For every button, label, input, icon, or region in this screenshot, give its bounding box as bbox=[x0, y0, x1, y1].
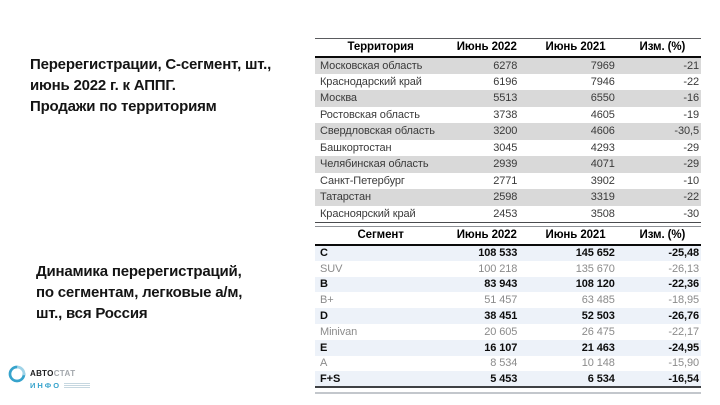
value-cell: 6 534 bbox=[527, 371, 624, 387]
table-row bbox=[315, 90, 701, 107]
value-cell: 6196 bbox=[493, 75, 518, 88]
value-cell: 38 451 bbox=[484, 310, 518, 323]
value-cell: 4293 bbox=[590, 141, 615, 154]
value-cell: 83 943 bbox=[484, 278, 518, 291]
table-row bbox=[315, 245, 701, 261]
value-cell: 16 107 bbox=[484, 341, 518, 354]
row-label: Челябинская область bbox=[320, 158, 429, 171]
table-row bbox=[315, 140, 701, 157]
value-cell: 4605 bbox=[590, 108, 615, 121]
table-row bbox=[315, 206, 701, 223]
value-cell: -26,76 bbox=[668, 310, 699, 323]
table-row bbox=[315, 57, 701, 74]
value-cell: 26 475 bbox=[581, 325, 615, 338]
row-label: Свердловская область bbox=[320, 125, 435, 138]
title-line: Динамика перерегистраций, bbox=[36, 263, 242, 280]
column-header: Июнь 2022 bbox=[446, 227, 527, 246]
value-cell: 108 533 bbox=[478, 247, 518, 260]
column-header: Июнь 2021 bbox=[527, 227, 624, 246]
row-label: SUV bbox=[320, 262, 343, 275]
header-row bbox=[315, 39, 701, 58]
value-cell: 51 457 bbox=[484, 294, 518, 307]
value-cell: 2939 bbox=[493, 158, 518, 171]
row-label: B+ bbox=[320, 294, 334, 307]
value-cell: -30 bbox=[624, 206, 701, 223]
row-label: Краснодарский край bbox=[320, 75, 422, 88]
value-cell: -21 bbox=[683, 59, 699, 72]
value-cell: -18,95 bbox=[668, 294, 699, 307]
column-header: Изм. (%) bbox=[624, 227, 701, 246]
value-cell: 3902 bbox=[590, 174, 615, 187]
table-row bbox=[315, 107, 701, 124]
title-line: шт., вся Россия bbox=[36, 305, 148, 322]
column-header: Изм. (%) bbox=[624, 39, 701, 58]
row-label: Minivan bbox=[320, 325, 358, 338]
row-label: Санкт-Петербург bbox=[320, 174, 405, 187]
value-cell: 135 670 bbox=[575, 262, 615, 275]
value-cell: 3045 bbox=[493, 141, 518, 154]
value-cell: -22,36 bbox=[668, 278, 699, 291]
column-header: Сегмент bbox=[315, 227, 446, 246]
table-row bbox=[315, 74, 701, 91]
value-cell: 4071 bbox=[590, 158, 615, 171]
value-cell: 6278 bbox=[493, 59, 518, 72]
column-header: Июнь 2021 bbox=[527, 39, 624, 58]
value-cell: 2598 bbox=[493, 191, 518, 204]
row-label: C bbox=[320, 247, 328, 260]
table-row bbox=[315, 308, 701, 324]
value-cell: 145 652 bbox=[575, 247, 615, 260]
segment-table-container bbox=[315, 226, 701, 394]
column-header: Территория bbox=[315, 39, 446, 58]
title-line: Продажи по территориям bbox=[30, 98, 217, 115]
table-row bbox=[315, 371, 701, 387]
value-cell: 5513 bbox=[493, 92, 518, 105]
table-row bbox=[315, 277, 701, 293]
table-row bbox=[315, 123, 701, 140]
value-cell: 63 485 bbox=[581, 294, 615, 307]
avtostat-info-logo bbox=[8, 363, 90, 390]
value-cell: -10 bbox=[683, 174, 699, 187]
value-cell: -25,48 bbox=[668, 247, 699, 260]
value-cell: 3319 bbox=[590, 191, 615, 204]
value-cell: -16,54 bbox=[624, 371, 701, 387]
value-cell: 100 218 bbox=[478, 262, 518, 275]
value-cell: -30,5 bbox=[674, 125, 699, 138]
value-cell: -19 bbox=[683, 108, 699, 121]
value-cell: -22,17 bbox=[668, 325, 699, 338]
table-row bbox=[315, 340, 701, 356]
value-cell: -16 bbox=[683, 92, 699, 105]
value-cell: -22 bbox=[683, 191, 699, 204]
title-line: июнь 2022 г. к АППГ. bbox=[30, 77, 176, 94]
value-cell: -15,90 bbox=[668, 357, 699, 370]
value-cell: 2771 bbox=[493, 174, 518, 187]
value-cell: 52 503 bbox=[581, 310, 615, 323]
table-row bbox=[315, 356, 701, 372]
logo-text bbox=[30, 363, 90, 390]
segment-section-title bbox=[36, 261, 242, 324]
row-label: E bbox=[320, 341, 328, 354]
value-cell: 10 148 bbox=[581, 357, 615, 370]
title-line: Перерегистрации, С-сегмент, шт., bbox=[30, 56, 272, 73]
row-label: F+S bbox=[315, 371, 446, 387]
table-row bbox=[315, 324, 701, 340]
row-label: Ростовская область bbox=[320, 108, 420, 121]
value-cell: 4606 bbox=[590, 125, 615, 138]
value-cell: 3200 bbox=[493, 125, 518, 138]
row-label: Красноярский край bbox=[315, 206, 446, 223]
value-cell: -29 bbox=[683, 141, 699, 154]
segment-table bbox=[315, 226, 701, 388]
value-cell: 7946 bbox=[590, 75, 615, 88]
table-row bbox=[315, 156, 701, 173]
logo-brand-name: АВТОСТАТ bbox=[30, 369, 76, 378]
table-row bbox=[315, 261, 701, 277]
row-label: Москва bbox=[320, 92, 357, 105]
value-cell: -24,95 bbox=[668, 341, 699, 354]
value-cell: 20 605 bbox=[484, 325, 518, 338]
value-cell: 3508 bbox=[527, 206, 624, 223]
column-header: Июнь 2022 bbox=[446, 39, 527, 58]
value-cell: 2453 bbox=[446, 206, 527, 223]
value-cell: 21 463 bbox=[581, 341, 615, 354]
row-label: D bbox=[320, 310, 328, 323]
header-row bbox=[315, 227, 701, 246]
value-cell: -26,13 bbox=[668, 262, 699, 275]
avtostat-swirl-icon bbox=[8, 365, 26, 388]
row-label: A bbox=[320, 357, 328, 370]
row-label: B bbox=[320, 278, 328, 291]
table-row bbox=[315, 189, 701, 206]
value-cell: 6550 bbox=[590, 92, 615, 105]
value-cell: -22 bbox=[683, 75, 699, 88]
value-cell: 7969 bbox=[590, 59, 615, 72]
territory-table bbox=[315, 38, 701, 223]
logo-brand-sub: ИНФО bbox=[30, 381, 62, 390]
value-cell: 108 120 bbox=[575, 278, 615, 291]
row-label: Московская область bbox=[320, 59, 423, 72]
territory-table-container bbox=[315, 38, 701, 223]
logo-tagline-lines bbox=[64, 383, 90, 388]
value-cell: 3738 bbox=[493, 108, 518, 121]
value-cell: -29 bbox=[683, 158, 699, 171]
value-cell: 5 453 bbox=[446, 371, 527, 387]
table-row bbox=[315, 173, 701, 190]
title-line: по сегментам, легковые а/м, bbox=[36, 284, 243, 301]
row-label: Татарстан bbox=[320, 191, 371, 204]
row-label: Башкортостан bbox=[320, 141, 392, 154]
value-cell: 8 534 bbox=[490, 357, 518, 370]
territory-section-title bbox=[30, 54, 271, 117]
table-row bbox=[315, 292, 701, 308]
